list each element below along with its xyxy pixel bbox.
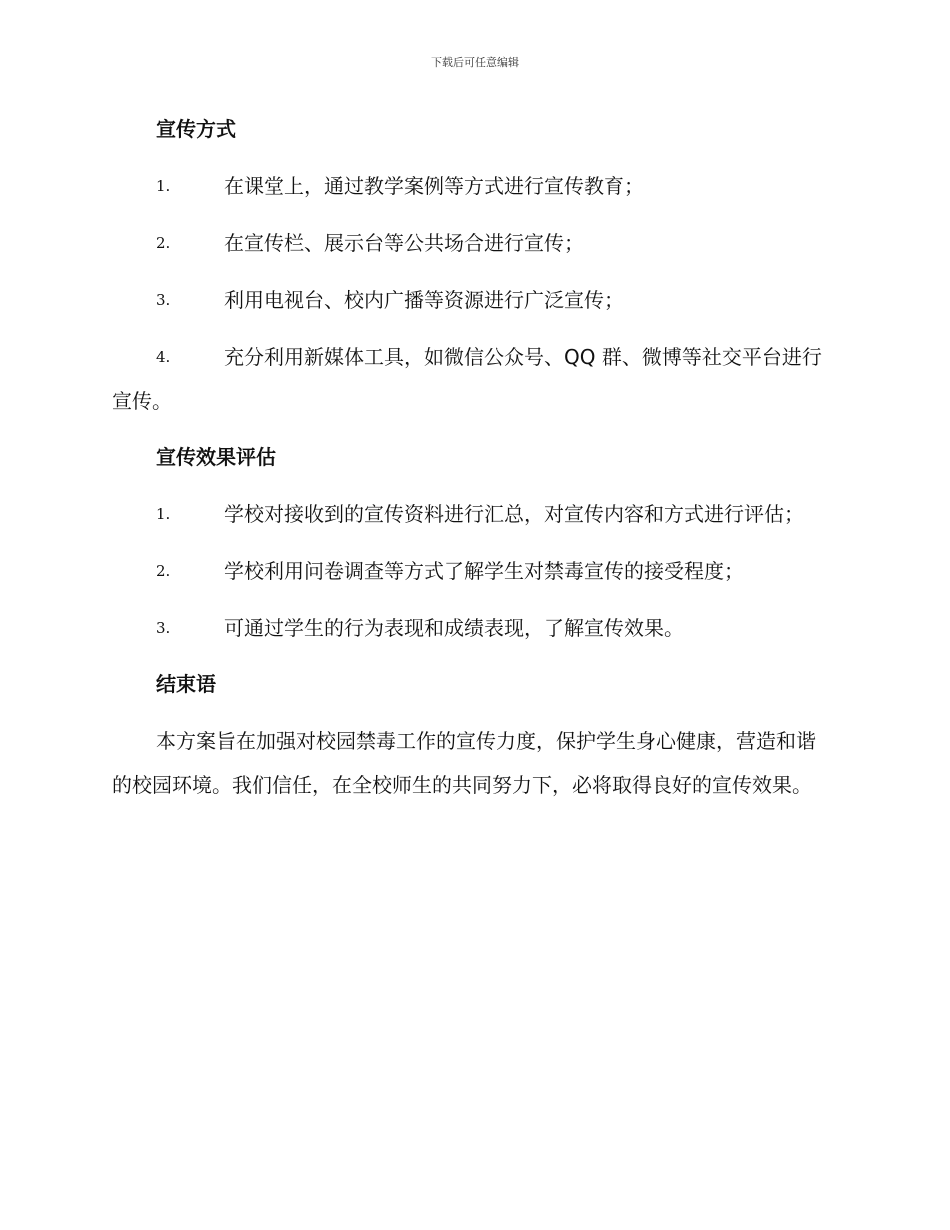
conclusion-paragraph: 本方案旨在加强对校园禁毒工作的宣传力度，保护学生身心健康，营造和谐的校园环境。我们信任，在全校师生的共同努力下，必将取得良好的宣传效果。 (112, 729, 816, 797)
list-item-number: 3. (156, 619, 171, 637)
section-heading-method: 宣传方式 (156, 117, 236, 141)
list-item-text: 在宣传栏、展示台等公共场合进行宣传； (224, 231, 584, 255)
list-item-text: 利用电视台、校内广播等资源进行广泛宣传； (224, 288, 624, 312)
section-heading-conclusion: 结束语 (156, 672, 216, 696)
list-item (112, 549, 834, 606)
list-item (112, 606, 834, 663)
list-item-number: 1. (156, 177, 171, 195)
list-item-text: 在课堂上，通过教学案例等方式进行宣传教育； (224, 174, 644, 198)
list-item-text: 充分利用新媒体工具，如微信公众号、QQ 群、微博等社交平台进行宣传。 (112, 345, 822, 413)
list-item-number: 2. (156, 562, 171, 580)
list-item-text: 学校对接收到的宣传资料进行汇总，对宣传内容和方式进行评估； (224, 502, 804, 526)
list-item-number: 1. (156, 505, 171, 523)
list-item-number: 4. (156, 348, 171, 366)
list-item (112, 221, 834, 278)
list-item-number: 3. (156, 291, 171, 309)
list-item (112, 335, 834, 436)
document-body (112, 108, 834, 807)
list-item-text: 可通过学生的行为表现和成绩表现，了解宣传效果。 (224, 616, 684, 640)
list-item-text: 学校利用问卷调查等方式了解学生对禁毒宣传的接受程度； (224, 559, 744, 583)
header-note: 下载后可任意编辑 (431, 56, 519, 69)
list-item-number: 2. (156, 234, 171, 252)
list-item (112, 278, 834, 335)
list-item (112, 492, 834, 549)
list-item (112, 164, 834, 221)
section-heading-evaluation: 宣传效果评估 (156, 445, 276, 469)
